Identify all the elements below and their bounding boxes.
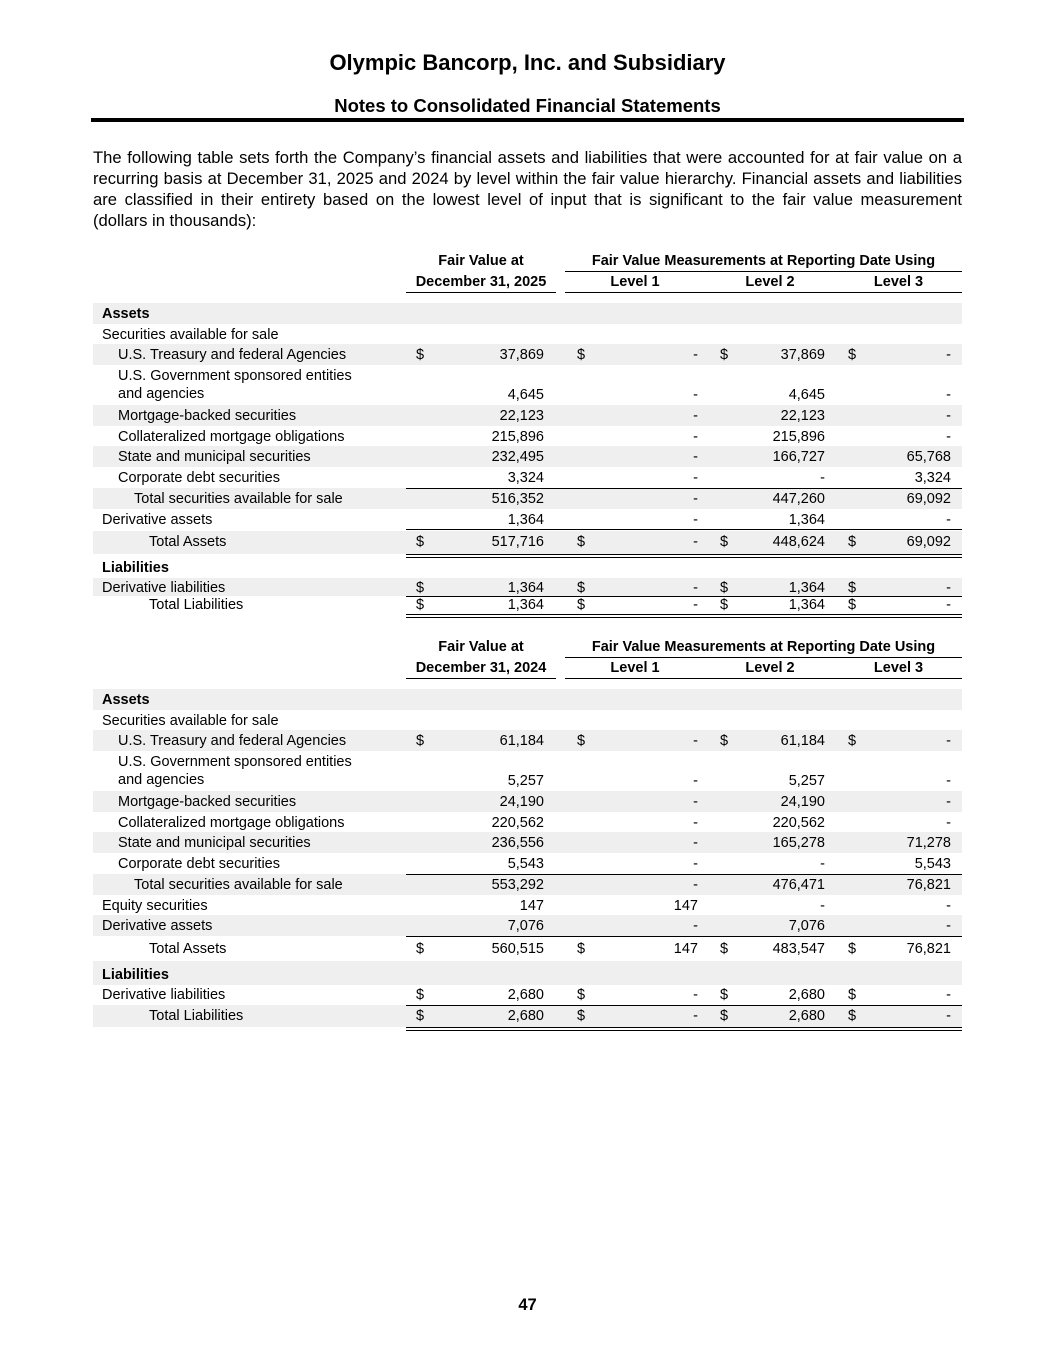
level3-value: - xyxy=(946,408,951,425)
level1-value: - xyxy=(693,580,698,597)
row-label: Corporate debt securities xyxy=(118,470,280,487)
dollar-sign: $ xyxy=(720,347,729,364)
level1-value: - xyxy=(693,470,698,487)
level2-value: 4,645 xyxy=(788,387,825,404)
dollar-sign: $ xyxy=(577,1007,586,1024)
row-label: State and municipal securities xyxy=(118,835,311,852)
level1-value: - xyxy=(693,347,698,364)
divider xyxy=(565,271,962,272)
row-label: Collateralized mortgage obligations xyxy=(118,428,345,445)
level1-value: - xyxy=(693,835,698,852)
dollar-sign: $ xyxy=(848,940,857,957)
table-row xyxy=(93,344,962,365)
col-header-fair-value: Fair Value at xyxy=(438,253,524,269)
table-row xyxy=(93,554,962,578)
row-label: Equity securities xyxy=(102,897,208,914)
dollar-sign: $ xyxy=(577,940,586,957)
row-label-line1: U.S. Government sponsored entities xyxy=(118,368,352,385)
level2-value: 2,680 xyxy=(788,986,825,1003)
fair-value: 517,716 xyxy=(491,534,544,551)
fair-value: 1,364 xyxy=(507,580,544,597)
table-row xyxy=(93,426,962,447)
table-row xyxy=(93,365,962,405)
table-row xyxy=(93,895,962,916)
row-label: Mortgage-backed securities xyxy=(118,794,297,811)
row-label: Total Liabilities xyxy=(149,597,244,614)
level1-value: - xyxy=(693,449,698,466)
table-row xyxy=(93,915,962,936)
col-header-measurements: Fair Value Measurements at Reporting Date Using xyxy=(591,253,936,269)
row-label: Derivative assets xyxy=(102,511,213,528)
dollar-sign: $ xyxy=(848,534,857,551)
fair-value: 3,324 xyxy=(507,470,544,487)
row-label-line2: and agencies xyxy=(118,772,205,789)
table-row xyxy=(93,446,962,467)
level3-value: - xyxy=(946,580,951,597)
level2-value: 1,364 xyxy=(788,597,825,614)
dollar-sign: $ xyxy=(848,986,857,1003)
total-rule xyxy=(406,936,962,937)
table-row xyxy=(93,509,962,530)
table-header xyxy=(93,636,962,689)
fair-value: 5,257 xyxy=(507,773,544,790)
level1-value: - xyxy=(693,876,698,893)
fair-value: 1,364 xyxy=(507,511,544,528)
dollar-sign: $ xyxy=(848,597,857,614)
level1-value: - xyxy=(693,733,698,750)
row-label: Derivative liabilities xyxy=(102,580,226,597)
dollar-sign: $ xyxy=(720,986,729,1003)
row-label: Total securities available for sale xyxy=(134,490,343,507)
fair-value: 37,869 xyxy=(499,347,544,364)
dollar-sign: $ xyxy=(848,347,857,364)
row-label: Total Assets xyxy=(149,940,227,957)
col-header-level1: Level 1 xyxy=(610,274,660,290)
row-label: U.S. Treasury and federal Agencies xyxy=(118,347,347,364)
level3-value: - xyxy=(946,597,951,614)
dollar-sign: $ xyxy=(848,580,857,597)
dollar-sign: $ xyxy=(416,534,425,551)
row-label: Total Liabilities xyxy=(149,1007,244,1024)
double-rule xyxy=(406,614,962,618)
subtotal-rule xyxy=(406,488,962,489)
total-rule xyxy=(406,1005,962,1006)
level3-value: 76,821 xyxy=(906,876,951,893)
level3-value: - xyxy=(946,814,951,831)
fair-value: 220,562 xyxy=(491,814,544,831)
intro-paragraph: The following table sets forth the Company’s financial assets and liabilities that were accounted for at fair value on a recurring basis at December 31, 2025 and 2024 by level within the fair value hierarchy. Financial assets and liabilities are classified in their entirety based on the lowest level of input that is significant to the fair value measurement (dollars in thousands): xyxy=(93,148,962,230)
fair-value: 1,364 xyxy=(507,597,544,614)
level3-value: - xyxy=(946,511,951,528)
level2-value: 22,123 xyxy=(780,408,825,425)
level2-value: 448,624 xyxy=(772,534,825,551)
row-label: Liabilities xyxy=(102,560,169,577)
col-header-level2: Level 2 xyxy=(745,274,795,290)
col-header-level3: Level 3 xyxy=(873,274,924,290)
col-header-measurements: Fair Value Measurements at Reporting Date Using xyxy=(591,639,936,655)
row-label: Assets xyxy=(102,692,150,708)
fair-value: 553,292 xyxy=(491,876,544,893)
level3-value: - xyxy=(946,733,951,750)
dollar-sign: $ xyxy=(577,986,586,1003)
level2-value: - xyxy=(820,897,825,914)
table-header xyxy=(93,250,962,303)
table-row xyxy=(93,303,962,324)
col-header-fair-value: Fair Value at xyxy=(438,639,524,655)
company-title: Olympic Bancorp, Inc. and Subsidiary xyxy=(329,50,726,75)
table-row xyxy=(93,961,962,985)
divider xyxy=(406,292,556,293)
level2-value: 1,364 xyxy=(788,580,825,597)
level3-value: 71,278 xyxy=(906,835,951,852)
level1-value: - xyxy=(693,918,698,935)
level1-value: - xyxy=(693,856,698,873)
dollar-sign: $ xyxy=(577,347,586,364)
level2-value: 5,257 xyxy=(788,773,825,790)
col-header-level1: Level 1 xyxy=(610,660,660,676)
fair-value: 560,515 xyxy=(491,940,544,957)
level2-value: - xyxy=(820,470,825,487)
col-header-date: December 31, 2024 xyxy=(415,660,547,676)
level3-value: 3,324 xyxy=(914,470,951,487)
dollar-sign: $ xyxy=(720,1007,729,1024)
row-label: Mortgage-backed securities xyxy=(118,408,297,425)
level2-value: 165,278 xyxy=(772,835,825,852)
row-label: Assets xyxy=(102,306,150,322)
fair-value: 24,190 xyxy=(499,794,544,811)
fair-value-table-2025 xyxy=(93,250,962,614)
fair-value: 236,556 xyxy=(491,835,544,852)
col-header-date: December 31, 2025 xyxy=(415,274,547,290)
row-label: U.S. Treasury and federal Agencies xyxy=(118,733,347,750)
level3-value: - xyxy=(946,918,951,935)
level1-value: - xyxy=(693,511,698,528)
total-rule xyxy=(406,529,962,530)
col-header-level3: Level 3 xyxy=(873,660,924,676)
level2-value: 483,547 xyxy=(772,940,825,957)
level2-value: 24,190 xyxy=(780,794,825,811)
level3-value: 69,092 xyxy=(906,534,951,551)
table-row xyxy=(93,832,962,853)
divider xyxy=(565,657,962,658)
level1-value: - xyxy=(693,794,698,811)
row-label-line2: and agencies xyxy=(118,386,205,403)
level1-value: - xyxy=(693,534,698,551)
level2-value: 2,680 xyxy=(788,1007,825,1024)
row-label: Total Assets xyxy=(149,534,227,551)
level3-value: - xyxy=(946,897,951,914)
dollar-sign: $ xyxy=(416,580,425,597)
dollar-sign: $ xyxy=(720,733,729,750)
level3-value: - xyxy=(946,773,951,790)
level1-value: - xyxy=(693,814,698,831)
level2-value: 37,869 xyxy=(780,347,825,364)
header-rule xyxy=(91,118,964,122)
level1-value: - xyxy=(693,1007,698,1024)
fair-value: 516,352 xyxy=(491,490,544,507)
row-label-line1: U.S. Government sponsored entities xyxy=(118,754,352,771)
table-row xyxy=(93,689,962,710)
dollar-sign: $ xyxy=(577,733,586,750)
level3-value: - xyxy=(946,1007,951,1024)
level2-value: 220,562 xyxy=(772,814,825,831)
row-label: Derivative assets xyxy=(102,918,213,935)
row-label: Securities available for sale xyxy=(102,712,279,729)
fair-value: 232,495 xyxy=(491,449,544,466)
level3-value: - xyxy=(946,347,951,364)
fair-value: 7,076 xyxy=(507,918,544,935)
dollar-sign: $ xyxy=(416,347,425,364)
divider xyxy=(565,678,962,679)
row-label xyxy=(118,753,352,789)
divider xyxy=(406,678,556,679)
dollar-sign: $ xyxy=(720,534,729,551)
level1-value: - xyxy=(693,490,698,507)
dollar-sign: $ xyxy=(720,580,729,597)
level3-value: 69,092 xyxy=(906,490,951,507)
level3-value: 76,821 xyxy=(906,940,951,957)
table-row xyxy=(93,791,962,812)
table-row xyxy=(93,853,962,874)
table-row xyxy=(93,730,962,751)
row-label: Derivative liabilities xyxy=(102,986,226,1003)
fair-value: 4,645 xyxy=(507,387,544,404)
level3-value: - xyxy=(946,794,951,811)
table-row xyxy=(93,405,962,426)
table-row-total xyxy=(93,938,962,961)
page-number: 47 xyxy=(518,1296,537,1314)
level3-value: - xyxy=(946,387,951,404)
level2-value: 166,727 xyxy=(772,449,825,466)
col-header-level2: Level 2 xyxy=(745,660,795,676)
table-row xyxy=(93,324,962,345)
level1-value: - xyxy=(693,986,698,1003)
table-row-total xyxy=(93,596,962,614)
dollar-sign: $ xyxy=(577,534,586,551)
level2-value: 1,364 xyxy=(788,511,825,528)
dollar-sign: $ xyxy=(416,733,425,750)
table-row xyxy=(93,578,962,596)
fair-value: 215,896 xyxy=(491,428,544,445)
level1-value: - xyxy=(693,428,698,445)
fair-value: 5,543 xyxy=(507,856,544,873)
row-label: Corporate debt securities xyxy=(118,856,280,873)
dollar-sign: $ xyxy=(416,940,425,957)
row-label: Collateralized mortgage obligations xyxy=(118,814,345,831)
row-label: Liabilities xyxy=(102,966,169,983)
level1-value: 147 xyxy=(673,897,698,914)
dollar-sign: $ xyxy=(416,1007,425,1024)
level2-value: 476,471 xyxy=(772,876,825,893)
level1-value: - xyxy=(693,387,698,404)
level2-value: 447,260 xyxy=(772,490,825,507)
level2-value: - xyxy=(820,856,825,873)
level2-value: 7,076 xyxy=(788,918,825,935)
table-row-total xyxy=(93,1005,962,1027)
dollar-sign: $ xyxy=(577,580,586,597)
level3-value: - xyxy=(946,428,951,445)
double-rule xyxy=(406,1027,962,1031)
level1-value: 147 xyxy=(673,940,698,957)
table-row-subtotal xyxy=(93,488,962,509)
row-label: Securities available for sale xyxy=(102,326,279,343)
fair-value: 2,680 xyxy=(507,1007,544,1024)
level2-value: 215,896 xyxy=(772,428,825,445)
dollar-sign: $ xyxy=(416,986,425,1003)
dollar-sign: $ xyxy=(848,1007,857,1024)
table-row xyxy=(93,812,962,833)
level1-value: - xyxy=(693,773,698,790)
level3-value: 5,543 xyxy=(914,856,951,873)
dollar-sign: $ xyxy=(720,940,729,957)
table-row-total xyxy=(93,531,962,554)
level1-value: - xyxy=(693,597,698,614)
table-row-subtotal xyxy=(93,874,962,895)
dollar-sign: $ xyxy=(416,597,425,614)
fair-value: 2,680 xyxy=(507,986,544,1003)
table-row xyxy=(93,985,962,1005)
fair-value: 147 xyxy=(519,897,544,914)
section-title: Notes to Consolidated Financial Statements xyxy=(334,95,721,116)
level3-value: 65,768 xyxy=(906,449,951,466)
row-label xyxy=(118,367,352,403)
divider xyxy=(565,292,962,293)
fair-value: 22,123 xyxy=(499,408,544,425)
table-row xyxy=(93,751,962,791)
row-label: State and municipal securities xyxy=(118,449,311,466)
fair-value-table-2024 xyxy=(93,636,962,1027)
table-row xyxy=(93,467,962,488)
dollar-sign: $ xyxy=(848,733,857,750)
dollar-sign: $ xyxy=(720,597,729,614)
fair-value: 61,184 xyxy=(499,733,544,750)
row-label: Total securities available for sale xyxy=(134,876,343,893)
subtotal-rule xyxy=(406,874,962,875)
table-row xyxy=(93,710,962,731)
dollar-sign: $ xyxy=(577,597,586,614)
level2-value: 61,184 xyxy=(780,733,825,750)
level1-value: - xyxy=(693,408,698,425)
level3-value: - xyxy=(946,986,951,1003)
